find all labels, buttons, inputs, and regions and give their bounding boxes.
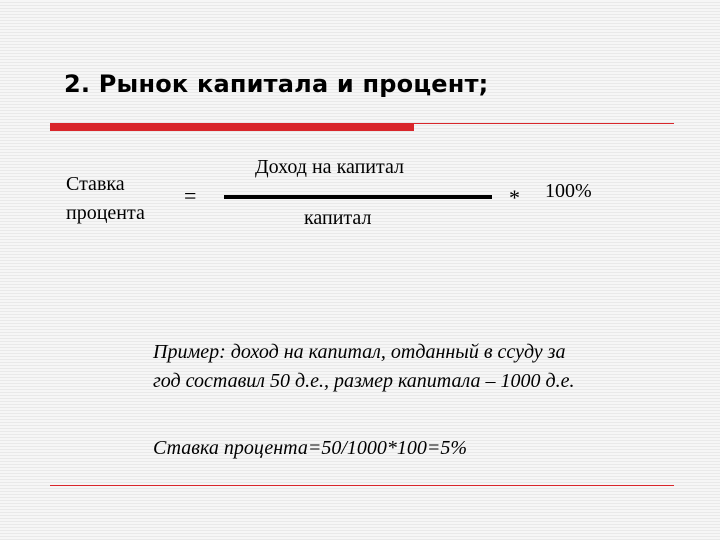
formula-denominator: капитал (304, 207, 372, 229)
bottom-divider-line (50, 485, 674, 486)
formula-label-line2: процента (66, 202, 145, 224)
multiply-sign: * (509, 185, 520, 210)
title-divider-line (414, 123, 674, 124)
example-text: Пример: доход на капитал, отданный в ссуду за год составил 50 д.е., размер капитала – 1000 д.е. (153, 341, 575, 392)
fraction-bar (224, 195, 492, 199)
formula-label-line1: Ставка (66, 173, 125, 195)
formula-factor: 100% (545, 180, 592, 202)
formula-left-label (66, 170, 145, 228)
title-accent-bar (50, 123, 414, 131)
slide-title: 2. Рынок капитала и процент; (64, 70, 489, 98)
example-result: Ставка процента=50/1000*100=5% (153, 437, 468, 459)
equals-sign: = (184, 183, 197, 208)
formula-numerator: Доход на капитал (255, 156, 405, 178)
